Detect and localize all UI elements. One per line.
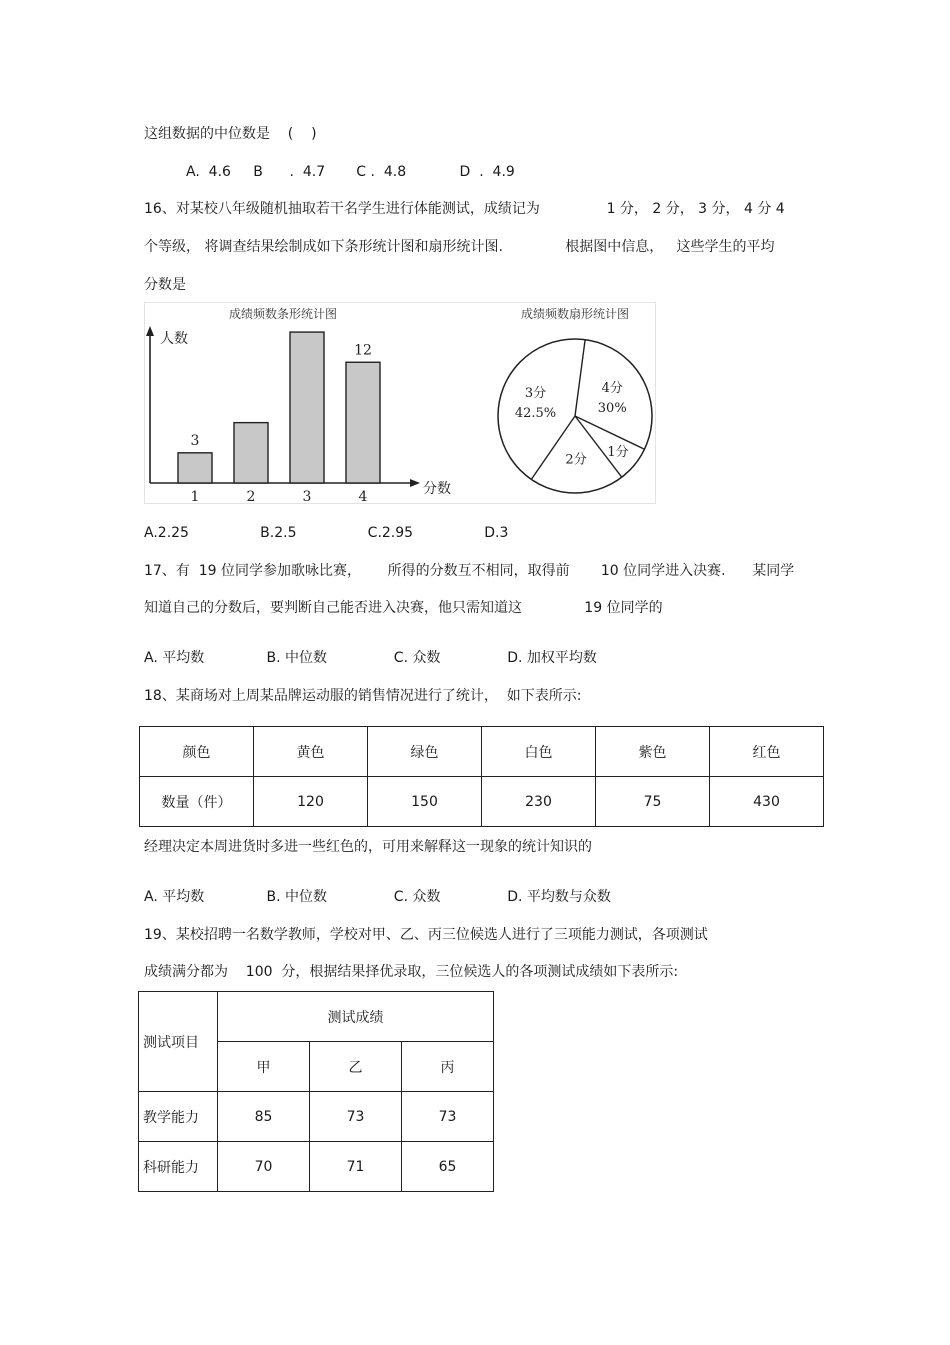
bar-4: [346, 362, 380, 483]
q15-options: A. 4.6 B . 4.7 C . 4.8 D . 4.9: [186, 164, 515, 180]
table-corner-cell: 测试项目: [139, 992, 218, 1092]
q17-options: A. 平均数 B. 中位数 C. 众数 D. 加权平均数: [144, 650, 597, 666]
q18-after: 经理决定本周进货时多进一些红色的，可用来解释这一现象的统计知识的: [144, 839, 592, 855]
table-col-header: 丙: [402, 1042, 494, 1092]
bar-chart-title: 成绩频数条形统计图: [228, 307, 338, 321]
q18-stem: 18、某商场对上周某品牌运动服的销售情况进行了统计， 如下表所示:: [144, 688, 582, 704]
scores-table: [138, 991, 494, 1192]
table-row: [139, 1092, 494, 1142]
table-cell: 230: [482, 777, 596, 827]
q19-line1: 19、某校招聘一名数学教师，学校对甲、乙、丙三位候选人进行了三项能力测试，各项测试: [144, 927, 708, 943]
bar-1: [178, 453, 212, 483]
pie-slice-label: 2分: [565, 452, 587, 468]
table-cell: 430: [710, 777, 824, 827]
q16-line1: 16、对某校八年级随机抽取若干名学生进行体能测试，成绩记为 1 分， 2 分， 3 分， 4 分 4: [144, 201, 785, 217]
q16-options: A.2.25 B.2.5 C.2.95 D.3: [144, 525, 509, 541]
table-row-header: 教学能力: [139, 1092, 218, 1142]
table-row: [140, 777, 824, 827]
table-cell: 73: [310, 1092, 402, 1142]
pie-slice-percent: 30%: [597, 400, 627, 416]
pie-slice-label: 4分: [601, 380, 623, 396]
q17-line1: 17、有 19 位同学参加歌咏比赛， 所得的分数互不相同，取得前 10 位同学进入决赛. 某同学: [144, 563, 795, 579]
q16-line3: 分数是: [144, 277, 186, 293]
q19-line2: 成绩满分都为 100 分，根据结果择优录取，三位候选人的各项测试成绩如下表所示:: [144, 964, 679, 980]
table-cell: 绿色: [368, 727, 482, 777]
table-cell: 数量（件）: [140, 777, 254, 827]
table-col-header: 甲: [218, 1042, 310, 1092]
bar-data-label: 3: [190, 432, 200, 449]
bar-2: [234, 423, 268, 483]
table-cell: 65: [402, 1142, 494, 1192]
q16-figure: [144, 302, 656, 504]
table-cell: 70: [218, 1142, 310, 1192]
q18-options: A. 平均数 B. 中位数 C. 众数 D. 平均数与众数: [144, 889, 611, 905]
table-col-header: 乙: [310, 1042, 402, 1092]
table-row: [140, 727, 824, 777]
bar-x-label: 分数: [423, 481, 451, 497]
pie-slice-percent: 42.5%: [514, 405, 557, 421]
table-row: [139, 1142, 494, 1192]
q16-line2: 个等级， 将调查结果绘制成如下条形统计图和扇形统计图. 根据图中信息， 这些学生的平均: [144, 239, 775, 255]
q15-stem: 这组数据的中位数是 ( ): [144, 126, 317, 142]
table-cell: 71: [310, 1142, 402, 1192]
table-cell: 颜色: [140, 727, 254, 777]
table-cell: 150: [368, 777, 482, 827]
pie-marks: [498, 339, 652, 493]
table-row-header: 科研能力: [139, 1142, 218, 1192]
table-cell: 85: [218, 1092, 310, 1142]
bar-tick-label: 4: [358, 489, 368, 504]
table-cell: 120: [254, 777, 368, 827]
q17-line2: 知道自己的分数后，要判断自己能否进入决赛，他只需知道这 19 位同学的: [144, 600, 663, 616]
table-group-header: 测试成绩: [218, 992, 494, 1042]
table-cell: 73: [402, 1092, 494, 1142]
sales-table: [139, 726, 824, 827]
pie-slice-label: 1分: [607, 444, 629, 460]
bar-3: [290, 332, 324, 483]
bar-data-label: 12: [354, 342, 372, 359]
pie-chart-title: 成绩频数扇形统计图: [520, 307, 630, 321]
q16-charts-svg: [144, 302, 656, 504]
pie-slice-label: 3分: [524, 385, 547, 401]
bar-y-label: 人数: [160, 331, 188, 347]
table-row: [139, 992, 494, 1042]
table-cell: 白色: [482, 727, 596, 777]
table-cell: 黄色: [254, 727, 368, 777]
bar-tick-label: 1: [190, 489, 200, 504]
table-cell: 红色: [710, 727, 824, 777]
bar-tick-label: 2: [246, 489, 256, 504]
table-cell: 紫色: [596, 727, 710, 777]
table-cell: 75: [596, 777, 710, 827]
bar-tick-label: 3: [302, 489, 312, 504]
